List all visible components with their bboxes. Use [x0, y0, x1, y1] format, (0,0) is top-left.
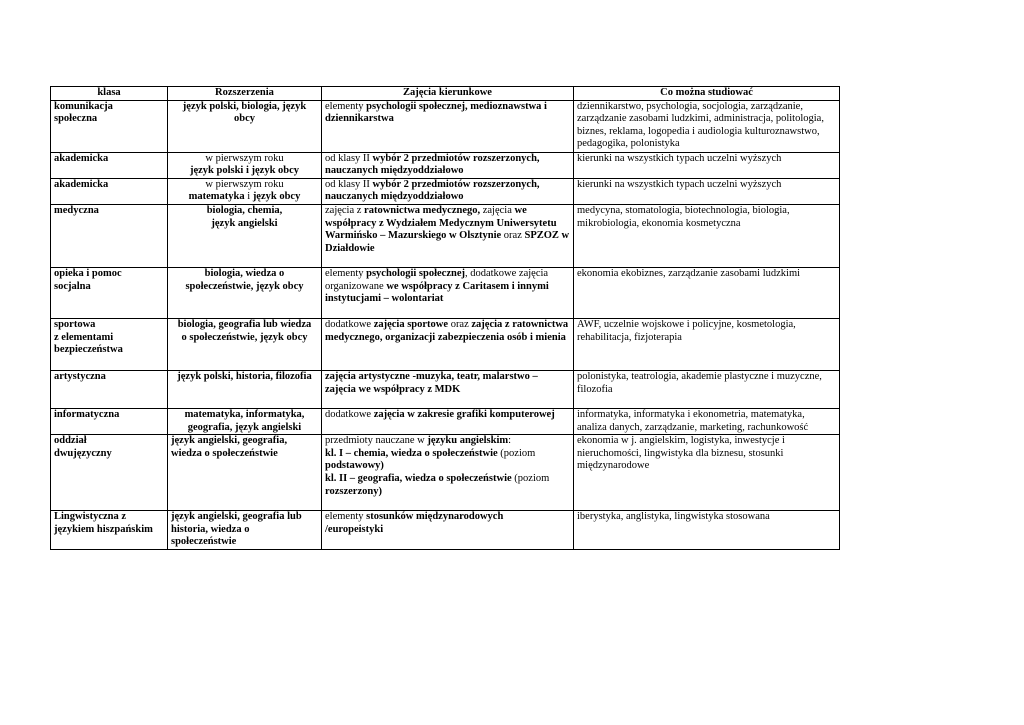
- zajecia-cell: [322, 435, 574, 511]
- header-rozszerzenia: Rozszerzenia: [168, 87, 322, 101]
- zaj-text: kl. II – geografia, wiedza o społeczeństwie: [325, 472, 512, 484]
- zajecia-cell: [322, 178, 574, 204]
- zaj-text: i dziennikarstwa: [325, 100, 547, 125]
- table-row: [51, 152, 840, 178]
- roz-line: język obcy: [252, 191, 301, 203]
- roz-line: język polski, biologia, język: [182, 100, 307, 112]
- roz-line: biologia, wiedza o: [204, 267, 285, 279]
- co-studiowac-cell: AWF, uczelnie wojskowe i policyjne, kosmetologia, rehabilitacja, fizjoterapia: [574, 318, 840, 370]
- klasa-line: artystyczna: [54, 370, 106, 382]
- klasa-line: bezpieczeństwa: [54, 344, 123, 356]
- zaj-text: wybór 2 przedmiotów rozszerzonych, nauczanych międzyoddziałowo: [325, 152, 540, 177]
- klasa-line: społeczna: [54, 113, 98, 125]
- table-row: [51, 178, 840, 204]
- klasa-line: Lingwistyczna z: [54, 511, 127, 523]
- klasa-line: opieka i pomoc: [54, 267, 122, 279]
- roz-line: wiedza o społeczeństwie: [171, 447, 278, 459]
- zaj-text: dodatkowe: [325, 408, 374, 420]
- zajecia-cell: [322, 204, 574, 267]
- klasa-line: językiem hiszpańskim: [54, 523, 153, 535]
- zaj-text: ratownictwa medycznego,: [364, 204, 481, 216]
- co-studiowac-cell: polonistyka, teatrologia, akademie plastyczne i muzyczne, filozofia: [574, 370, 840, 408]
- zaj-text: we współpracy z Wydziałem Medycznym Uniwersytetu Warmińsko – Mazurskiego w Olsztynie: [325, 204, 557, 242]
- zaj-text: :: [508, 435, 512, 447]
- zaj-text: psychologii społecznej: [366, 267, 465, 279]
- zajecia-cell: [322, 152, 574, 178]
- rozszerzenia-cell: [168, 370, 322, 408]
- zaj-text: we współpracy z Caritasem i innymi instytucjami – wolontariat: [325, 280, 549, 305]
- zaj-text: zajęcia z ratownictwa medycznego, organizacji zabezpieczenia osób i mienia: [325, 318, 569, 343]
- klasa-cell: [51, 318, 168, 370]
- zaj-text: od klasy II: [325, 152, 373, 164]
- zaj-text: przedmioty nauczane w: [325, 435, 428, 447]
- table-row: [51, 370, 840, 408]
- zaj-text: wybór 2 przedmiotów rozszerzonych, nauczanych międzyoddziałowo: [325, 178, 540, 203]
- roz-line: matematyka, informatyka,: [184, 408, 305, 420]
- table-row: [51, 408, 840, 434]
- header-klasa: klasa: [51, 87, 168, 101]
- co-studiowac-cell: ekonomia ekobiznes, zarządzanie zasobami ludzkimi: [574, 267, 840, 318]
- table-row: [51, 100, 840, 152]
- table-row: [51, 267, 840, 318]
- roz-line: język angielski, geografia lub: [171, 511, 302, 523]
- rozszerzenia-cell: [168, 408, 322, 434]
- roz-line: matematyka: [188, 191, 245, 203]
- roz-line: biologia, chemia,: [206, 204, 283, 216]
- klasa-cell: [51, 370, 168, 408]
- klasa-cell: [51, 152, 168, 178]
- zaj-text: zajęcia artystyczne -muzyka, teatr, malarstwo – zajęcia we współpracy z MDK: [325, 370, 538, 395]
- klasa-cell: [51, 178, 168, 204]
- rozszerzenia-cell: [168, 267, 322, 318]
- roz-line: język polski, historia, filozofia: [177, 370, 312, 382]
- rozszerzenia-cell: [168, 100, 322, 152]
- co-studiowac-cell: dziennikarstwo, psychologia, socjologia, zarządzanie, zarządzanie zasobami ludzkimi, administracja, politologia, biznes, reklama, logopedia i audiologia kulturoznawstwo, pedagogika, polonistyka: [574, 100, 840, 152]
- klasa-line: dwujęzyczny: [54, 447, 112, 459]
- zaj-text: zajęcia sportowe: [373, 318, 449, 330]
- roz-line: w pierwszym roku: [205, 152, 284, 164]
- klasa-line: z elementami: [54, 331, 114, 343]
- klasa-cell: [51, 204, 168, 267]
- co-studiowac-cell: kierunki na wszystkich typach uczelni wyższych: [574, 178, 840, 204]
- table-row: [51, 511, 840, 550]
- roz-line: o społeczeństwie, język obcy: [181, 331, 308, 343]
- rozszerzenia-cell: [168, 204, 322, 267]
- zaj-text: podstawowy): [325, 460, 384, 472]
- klasa-line: komunikacja: [54, 100, 113, 112]
- roz-line: język polski i język obcy: [189, 165, 300, 177]
- roz-line: społeczeństwie: [171, 536, 237, 548]
- klasa-cell: [51, 511, 168, 550]
- co-studiowac-cell: kierunki na wszystkich typach uczelni wyższych: [574, 152, 840, 178]
- rozszerzenia-cell: [168, 178, 322, 204]
- roz-line: język angielski: [211, 217, 278, 229]
- klasa-line: socjalna: [54, 280, 91, 292]
- header-row: [51, 87, 840, 101]
- zaj-text: /europeistyki: [325, 523, 384, 535]
- roz-line: biologia, geografia lub wiedza: [177, 318, 312, 330]
- roz-line: obcy: [234, 113, 255, 125]
- roz-line: w pierwszym roku: [205, 178, 284, 190]
- table-row: [51, 204, 840, 267]
- zaj-text: zajęcia z: [325, 204, 365, 216]
- klasa-cell: [51, 100, 168, 152]
- zaj-text: elementy: [325, 100, 367, 112]
- zaj-text: stosunków międzynarodowych: [366, 511, 504, 523]
- zajecia-cell: [322, 267, 574, 318]
- klasa-cell: [51, 435, 168, 511]
- klasa-line: informatyczna: [54, 408, 120, 420]
- co-studiowac-cell: medycyna, stomatologia, biotechnologia, biologia, mikrobiologia, ekonomia kosmetyczna: [574, 204, 840, 267]
- klasa-line: oddział: [54, 435, 87, 447]
- zaj-text: dodatkowe: [325, 318, 374, 330]
- roz-line: historia, wiedza o: [171, 523, 250, 535]
- klasa-line: medyczna: [54, 204, 99, 216]
- zajecia-cell: [322, 408, 574, 434]
- klasa-line: akademicka: [54, 178, 109, 190]
- klasa-line: akademicka: [54, 152, 109, 164]
- zaj-text: języku angielskim: [427, 435, 509, 447]
- zaj-text: zajęcia: [480, 204, 515, 216]
- klasa-line: sportowa: [54, 318, 96, 330]
- rozszerzenia-cell: [168, 152, 322, 178]
- zaj-text: od klasy II: [325, 178, 373, 190]
- table-row: [51, 435, 840, 511]
- zajecia-cell: [322, 511, 574, 550]
- study-table: [50, 86, 840, 550]
- roz-line: geografia, język angielski: [187, 421, 302, 433]
- zaj-text: elementy: [325, 511, 367, 523]
- co-studiowac-cell: ekonomia w j. angielskim, logistyka, inwestycje i nieruchomości, lingwistyka dla biznesu, stosunki międzynarodowe: [574, 435, 840, 511]
- zaj-text: elementy: [325, 267, 367, 279]
- roz-line: język angielski, geografia,: [171, 435, 288, 447]
- header-co-studiowac: Co można studiować: [574, 87, 840, 101]
- zaj-text: , dodatkowe zajęcia organizowane: [325, 267, 549, 292]
- table-row: [51, 318, 840, 370]
- zaj-text: psychologii społecznej, medioznawstwa: [366, 100, 542, 112]
- zaj-text: SPZOZ w Działdowie: [325, 230, 570, 254]
- zaj-text: kl. I – chemia, wiedza o społeczeństwie: [325, 447, 498, 459]
- roz-line: i: [244, 191, 253, 203]
- zaj-text: (poziom: [497, 447, 536, 459]
- zaj-text: oraz: [448, 318, 472, 330]
- header-zajecia: Zajęcia kierunkowe: [322, 87, 574, 101]
- rozszerzenia-cell: [168, 511, 322, 550]
- zajecia-cell: [322, 370, 574, 408]
- zaj-text: (poziom: [511, 472, 550, 484]
- klasa-cell: [51, 267, 168, 318]
- zajecia-cell: [322, 100, 574, 152]
- zaj-text: rozszerzony): [325, 485, 382, 497]
- rozszerzenia-cell: [168, 318, 322, 370]
- rozszerzenia-cell: [168, 435, 322, 511]
- zajecia-cell: [322, 318, 574, 370]
- zaj-text: zajęcia w zakresie grafiki komputerowej: [373, 408, 555, 420]
- roz-line: społeczeństwie, język obcy: [185, 280, 304, 292]
- zaj-text: oraz: [501, 230, 525, 242]
- klasa-cell: [51, 408, 168, 434]
- co-studiowac-cell: informatyka, informatyka i ekonometria, matematyka, analiza danych, zarządzanie, marketing, rachunkowość: [574, 408, 840, 434]
- co-studiowac-cell: iberystyka, anglistyka, lingwistyka stosowana: [574, 511, 840, 550]
